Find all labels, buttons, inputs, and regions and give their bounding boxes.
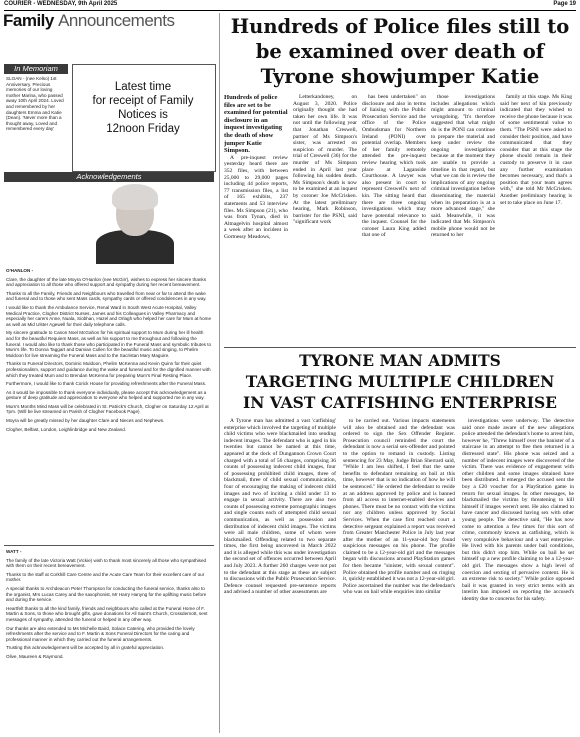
ack-paragraph: Thanks to the staff at Corkhill Care Centre and the Acute Care Team for their excellent care of our mother. bbox=[6, 571, 205, 583]
ack-divider bbox=[4, 545, 214, 546]
section-title-word2: Announcements bbox=[58, 11, 175, 30]
story1-col1-text: A pre-inquest review yesterday heard there are 352 files, with between 25,000 to 29,000 pages including 44 police reports, 77 transmission files, a list of 165 exhibits, 237 statements and 53 interview files. Ms Simpson (21), who was from Tynan, died in Altnagelvin hospital almost a week after an incident in Gortnessy Meadows, bbox=[224, 154, 288, 240]
ack-watt-name: WATT - bbox=[6, 549, 22, 554]
ack-paragraph: Clare, the daughter of the late Moyra O'Hanlon (nee McGirr), wishes to express her sincere thanks and appreciation to all those who offered support and sympathy during her recent bereavement. bbox=[6, 276, 207, 288]
story-divider bbox=[224, 347, 576, 348]
story2-column-3 bbox=[462, 418, 574, 603]
ack-paragraph: Our thanks are also extended to Ms Michelle Baird, Solace Catering, who provided the lovely refreshments after the service and to F. Martin & Sons Funeral Directors for the caring and professional manner in which they carried out the funeral arrangements. bbox=[6, 625, 195, 642]
ack-paragraph: Olive, Maureen & Raymond. bbox=[6, 653, 64, 659]
story1-column-3 bbox=[362, 94, 426, 239]
story1-col4-text: those investigations includes allegations which might amount to criminal wrongdoing. "It's therefore suggested that what might do is the PONI can continue to prepare the material and keep under review the ongoing investigations because at the moment they are unable to provide a timeline in that regard, but what we can do is review the implications of any ongoing criminal investigation before disseminating the material when its preparation is at a more advanced stage," she said. Meanwhile, it was indicated that Ms Simpson's mobile phone would not be returned to her bbox=[431, 94, 495, 239]
story1-column-1 bbox=[224, 94, 288, 240]
story2-col1-text: A Tyrone man has admitted a vast 'catfishing' enterprise which involved the targeting of multiple child victims who were blackmailed into sending indecent images. The defendant who is aged in his twenties but cannot be named at this time, appeared at the dock of Dungannon Crown Court charged with a total of 56 charges, comprising 36 counts of possessing indecent child images, four of possessing prohibited child images, three of blackmail, three of child sexual communication, four of encouraging the making of indecent child images and two of inciting a child under 13 to engage in sexual activity. There are also two counts of possessing extreme pornographic images and single counts each of attempted child sexual communication, as well as possession and distribution of indecent child images. The victims were all male children, some of whom were blackmailed. Offending related to two separate times, the first being uncovered in March 2022 and it is alleged while this was under investigation the second set of offences occurred between April and July 2023. A further 260 charges were not put to the defendant at this stage as these are subject to discussions with the Public Prosecution Service. Defence counsel requested pre-sentence reports and advised a number of other assessments are bbox=[224, 418, 336, 596]
story2-col2-text: to be carried out. Various impacts statements will also be obtained and the defendant was ordered to sign the Sex Offender Register. Prosecution council reminded the court the defendant is now a serial sex-offender and pointed to the option to remand in custody. Listing sentencing for 23 May, Judge Brian Sherrard said, "While I am less shifted, I feel that the same benefits to defendant remaining on bail at this time, however that is no indication of how he will be sentenced." He ordered the defendant to reside at an address approved by police and is banned from all access to internet-enabled devices and phones. There must be no contact with the victims nor any children unless approved by Social Services. When the case first reached court a detective sergeant explained a report was received from Greater Manchester Police in July last year after the mother of an 11-year-old boy found suspicious messages on his phone. The profile claimed to be a 12-year-old girl and the messages began with discussions around PlayStation games for then became "sinister, with sexual content". Police obtained the profile number and on ringing it, quickly established it was not a 12-year-old girl. Police ascertained the number was the defendant's who was on bail while enquiries into similar bbox=[343, 418, 456, 596]
deadline-line3: Notices is bbox=[118, 109, 168, 121]
story2-headline-line3: IN VAST CATFISHING ENTERPRISE bbox=[243, 393, 557, 412]
portrait-photo bbox=[82, 182, 186, 264]
story2-column-2 bbox=[343, 418, 455, 596]
ack-paragraph: Trusting this acknowledgement will be accepted by all in grateful appreciation. bbox=[6, 645, 165, 651]
paper-date: COURIER - WEDNESDAY, 9th April 2025 bbox=[4, 1, 118, 7]
story1-col5-text: family at this stage. Ms King said her next of kin previously indicated that they wished to receive the phone because it was of some sentimental value to them. "The PSNI were asked to consider their position, and have communicated that they consider that at this stage the phone should remain in their custody to preserve it in case any further examination becomes necessary, and that's a position that your team agrees with," she told Mr McCrisken. Another preliminary hearing is set to take place on June 17. bbox=[500, 94, 572, 206]
ack-watt bbox=[6, 549, 212, 663]
deadline-notice bbox=[88, 80, 198, 136]
deadline-line4: 12noon Friday bbox=[106, 123, 180, 135]
story2-headline-line1: TYRONE MAN ADMITS bbox=[299, 351, 501, 370]
story1-column-2 bbox=[293, 94, 357, 226]
ack-paragraph: Mum's Months Mind Mass will be celebrated in St. Patrick's Church, Clogher on Saturday 12 April at 7pm. (Will be live streamed on Parish of Clogher Facebook Page) bbox=[6, 403, 209, 415]
story1-col3-text: has been undertaken" on disclosure and also in terms of liaising with the Public Prosecution Service and the office of the Police Ombudsman for Northern Ireland (PONI) over potential overlap. Members of her family remotely attended the pre-inquest review hearing which took place at Laganside Courthouse. A lawyer was also present in court to represent Creswell's next of kin. The sitting heard that there are three ongoing investigations which may have potential relevance to the inquest. Counsel for the coroner Laura King added that one of bbox=[362, 94, 426, 239]
ack-paragraph: The family of the late Victoria Watt (Vickie) wish to thank most sincerely all those who sympathised with them on their recent bereavement. bbox=[6, 557, 207, 569]
story2-headline-line2: TARGETING MULTIPLE CHILDREN bbox=[245, 372, 555, 391]
ack-paragraph: My sincere gratitude to Canon Noel McGahon for his spiritual support to Mum during her ill health and for the beautiful Requiem Mass, as well as his support to me throughout and following the funeral. I would also like to thank those who participated in the Funeral Mass and symbolic tributes to Mum's life. To Donna Taggart and Damian Cullen for the beautiful music and singing, to Phelim Muldoon for live streaming the Funeral Mass and to the Sacristan Mary Maguire. bbox=[6, 330, 212, 358]
deadline-line2: for receipt of Family bbox=[92, 95, 194, 107]
in-memoriam-bar: In Memoriam bbox=[4, 64, 68, 74]
ack-paragraph: A special thanks to Archdeacon Peter Thompson for conducting the funeral service, thanks also to the organist, Mrs Lucas Carey and the saxophonist, Mr Harry Hanyng for the uplifting music before and during the service. bbox=[6, 585, 207, 603]
story2-headline bbox=[224, 350, 576, 413]
story1-lead: Hundreds of police files are set to be examined for potential disclosure in an inquest investigating the death of show jumper Katie Simpson. bbox=[224, 94, 288, 155]
story2-col3-text: investigations were underway. The detective said once made aware of the new allegations police attended the defendant's home to arrest him, however he, "Threw himself over the banister of a staircase in an attempt to flee then returned in a distressed state". His phone was seized and a number of indecent images were discovered of the victim. There was evidence of engagement with other children and some images obtained have been distributed. It emerged the accused sent the boy a £20 voucher for a PlayStation game in return for sexual images. In other messages, he blackmailed the victims by threatening to kill himself if images weren't sent. He also claimed to have cancer and discussed having sex with other young people. The detective said, "He has now come to attention a few times for this sort of crime, commonly known as catfishing, which is very compulsive behaviour and a vast enterprise. He lived with his parents under bail conditions, but this didn't stop him. While on bail he set himself up a new profile claiming to be a 12-year-old girl. The messages show a high level of coercion and sexting of pervasive content. He is an extreme risk to society." While police opposed bail it was granted in very strict terms with an interim ban imposed on reporting the accused's identity due to concerns for his safety. bbox=[462, 418, 574, 603]
story2-column-1 bbox=[224, 418, 336, 596]
ack-paragraph: Thanks to Funeral Directors, Dominic Muldoon, Phelim McKenna and Kevin Quinn for their quiet professionalism, support and guidance during the wake and funeral and for the dignified manner with which they treated Mum and to Brendan McKenna for preparing Mum's Final Resting Place. bbox=[6, 361, 211, 378]
ack-paragraph: I would like to thank the Ambulance Service, Renal Ward in South West Acute Hospital, Valley Medical Practice, Clogher District Nurses, James and his Colleagues in Valley Pharmacy and especially her carers Anne, Nuala, Siobhan, Hazel and Orlagh who helped her care for Mum at home as well as Mid Ulster Agewell for their daily telephone calls. bbox=[6, 304, 212, 327]
ack-paragraph: Clogher, Belfast, London, Leighlinbridge and New Zealand. bbox=[6, 426, 127, 432]
ack-paragraph: Heartfelt thanks to all the kind family, friends and neighbours who called at the Funeral Home of F. Martin & Sons, to those who brought gifts, gave donations for All Saint's Church, Crossdernott, sent messages of sympathy, attended the funeral or helped in any other way. bbox=[6, 605, 208, 622]
ack-ohanlon-name: O'HANLON - bbox=[6, 268, 34, 273]
memoriam-notice: SLOAN - (nee Kelso) 1st Anniversary. Precious memories of our loving mother Marina, who passed away 10th April 2024. Loved and remembered by her daughters Emma and Katie (Dean). 'Never more than a thought away, Loved and remembered every day' bbox=[6, 76, 64, 132]
story1-column-5 bbox=[500, 94, 572, 206]
section-title-word1: Family bbox=[3, 11, 54, 30]
page-number: Page 19 bbox=[553, 1, 576, 7]
ack-paragraph: Moyra will be greatly missed by her daughter Clare and Nieces and Nephews. bbox=[6, 418, 165, 424]
column-divider bbox=[219, 13, 220, 733]
story1-col2-text: Letterkandoney, on August 3, 2020. Police originally thought she had taken her own life. It was not until the following year that Jonathan Creswell, partner of Ms Simpson's sister, was arrested on suspicion of murder. The trial of Creswell (36) for the murder of Ms Simpson ended in April last year following his sudden death. Ms Simpson's death is now to be examined at an inquest by coroner Joe McCrisken. At the latest preliminary hearing, Mark Robinson, barrister for the PSNI, said "significant work bbox=[293, 94, 357, 226]
section-title bbox=[3, 11, 174, 31]
ack-paragraph: As it would be impossible to thank everyone individually, please accept this acknowledgement as a gesture of deep gratitude and appreciation to everyone who helped and supported me in any way. bbox=[6, 389, 207, 401]
ack-ohanlon bbox=[6, 268, 212, 435]
ack-paragraph: Furthermore, I would like to thank Corick House for providing refreshments after the Funeral Mass. bbox=[6, 381, 207, 387]
ack-paragraph: Thanks to all the Family, Friends and Neighbours who travelled from near or far to attend the wake and funeral and to those who sent Mass cards, sympathy cards or offered condolences in any way. bbox=[6, 290, 207, 302]
acknowledgements-bar: Acknowledgements bbox=[4, 172, 214, 182]
story1-headline: Hundreds of Police files still to be examined over death of Tyrone showjumper Katie bbox=[230, 15, 570, 88]
deadline-line1: Latest time bbox=[114, 81, 172, 93]
story1-column-4 bbox=[431, 94, 495, 239]
